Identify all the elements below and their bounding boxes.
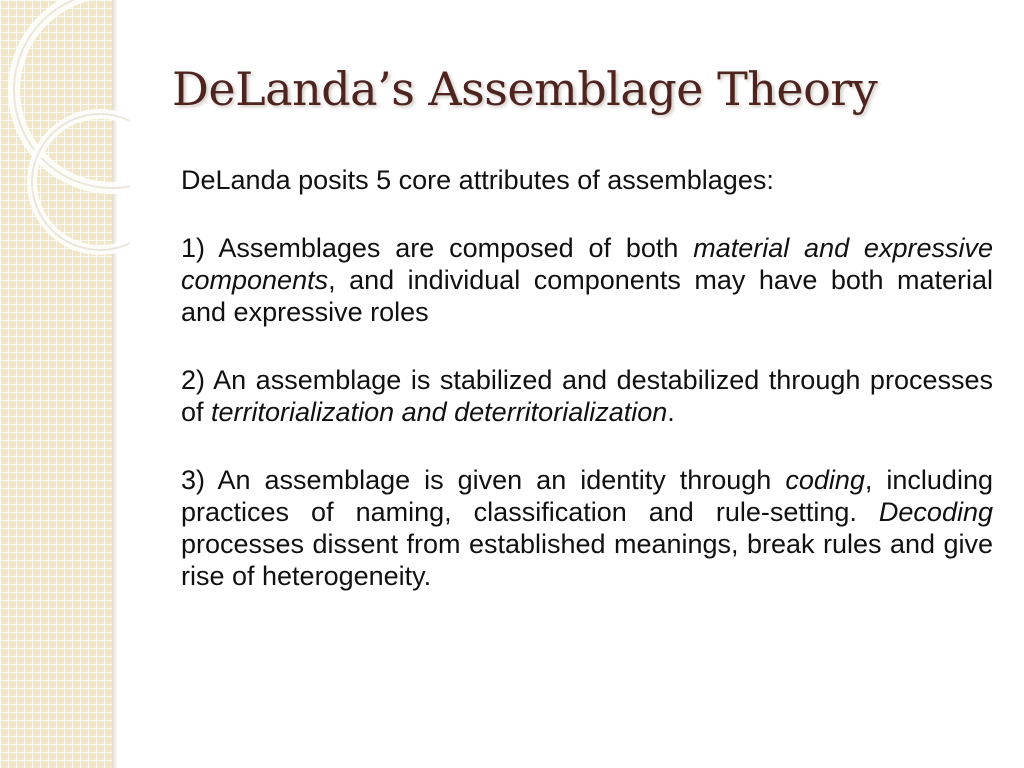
- point-3-text: 3) An assemblage is given an identity through: [181, 465, 786, 495]
- slide-title: DeLanda’s Assemblage Theory: [172, 62, 878, 116]
- slide-body: [181, 164, 993, 628]
- point-1-emphasis: material and expressive components: [181, 233, 993, 295]
- point-3: [181, 464, 993, 592]
- decorative-circles: [0, 0, 130, 260]
- point-1-text: 1) Assemblages are composed of both: [181, 233, 694, 263]
- point-2-text: 2) An assemblage is stabilized and destabilized through processes of: [181, 365, 993, 427]
- intro-text: DeLanda posits 5 core attributes of assemblages:: [181, 165, 774, 195]
- point-2-emphasis: territorialization and deterritorialization: [211, 397, 668, 427]
- point-3-emphasis-decoding: Decoding: [878, 497, 993, 527]
- point-2-text-end: .: [667, 397, 675, 427]
- point-3-text-mid: , including practices of naming, classification and rule-setting.: [181, 465, 993, 527]
- point-1-text-end: , and individual components may have both material and expressive roles: [181, 265, 993, 327]
- point-3-emphasis-coding: coding: [785, 465, 865, 495]
- point-3-text-end: processes dissent from established meanings, break rules and give rise of heterogeneity.: [181, 529, 993, 591]
- point-2: [181, 364, 993, 428]
- point-1: [181, 232, 993, 328]
